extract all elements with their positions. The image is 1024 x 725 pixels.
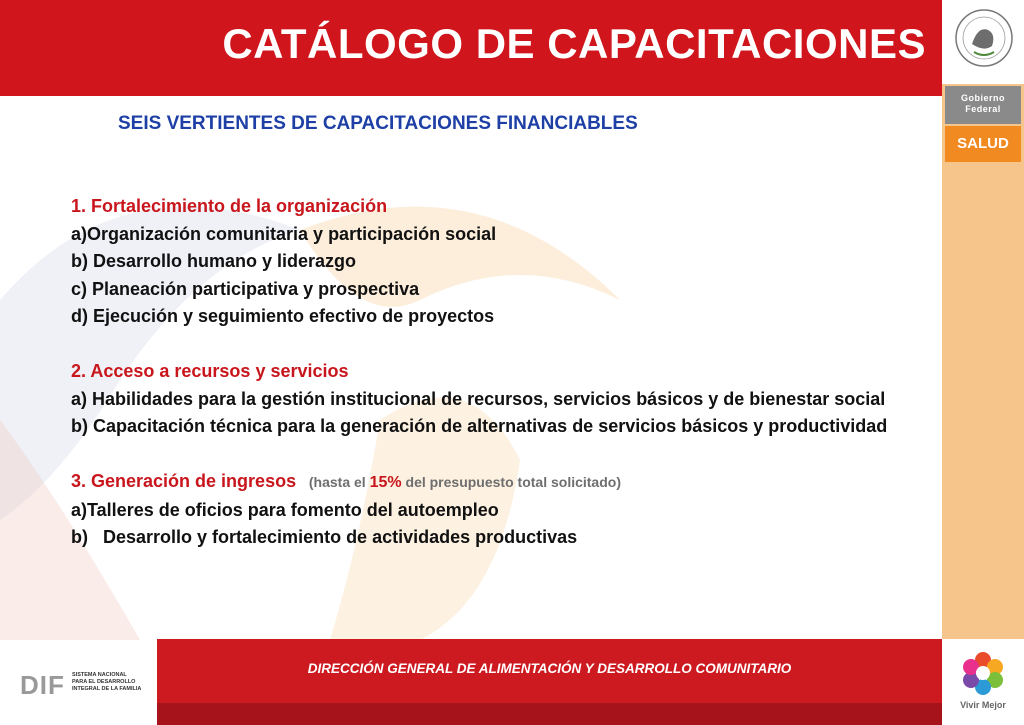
dif-logo-letters: DIF	[20, 670, 65, 700]
dif-logo-text	[72, 672, 141, 693]
gobierno-line-2: Federal	[965, 104, 1001, 114]
gobierno-line-1: Gobierno	[961, 93, 1005, 103]
footer-strip	[157, 703, 942, 725]
vivir-mejor-text: Vivir Mejor	[960, 700, 1006, 710]
section-1-item: b) Desarrollo humano y liderazgo	[71, 251, 357, 271]
budget-note	[301, 474, 621, 490]
section-1-item: c) Planeación participativa y prospectiva	[71, 278, 420, 299]
section-3-item: b) Desarrollo y fortalecimiento de actividades productivas	[71, 527, 578, 547]
mexico-seal-icon	[952, 4, 1016, 76]
vivir-mejor-logo-icon	[960, 650, 1006, 696]
dif-line-1: SISTEMA NACIONAL	[72, 672, 127, 678]
footer-text: DIRECCIÓN GENERAL DE ALIMENTACIÓN Y DESARROLLO COMUNITARIO	[307, 661, 792, 676]
section-3-heading-line	[71, 468, 911, 497]
spacer	[71, 441, 911, 469]
section-2-item: b) Capacitación técnica para la generación de alternativas de servicios básicos y productividad	[71, 416, 888, 436]
dif-line-2: PARA EL DESARROLLO	[72, 679, 136, 685]
header-bar	[0, 0, 942, 96]
spacer	[71, 331, 911, 359]
section-2-item: a) Habilidades para la gestión institucional de recursos, servicios básicos y de bienestar social	[71, 388, 886, 409]
footer-bar	[157, 639, 942, 703]
content-body	[71, 193, 911, 552]
budget-note-percent: 15%	[369, 474, 402, 491]
dif-logo	[20, 668, 150, 704]
section-3-heading: 3. Generación de ingresos	[71, 471, 297, 491]
salud-badge: SALUD	[945, 126, 1021, 162]
dif-line-3: INTEGRAL DE LA FAMILIA	[72, 686, 142, 692]
section-1-item: a)Organización comunitaria y participación social	[71, 223, 497, 244]
section-2-heading: 2. Acceso a recursos y servicios	[71, 361, 349, 381]
section-1-heading: 1. Fortalecimiento de la organización	[71, 196, 388, 216]
section-3-item: a)Talleres de oficios para fomento del autoempleo	[71, 499, 499, 520]
subtitle: SEIS VERTIENTES DE CAPACITACIONES FINANCIABLES	[118, 113, 638, 134]
budget-note-suffix: del presupuesto total solicitado)	[405, 474, 621, 490]
budget-note-prefix: (hasta el	[308, 474, 366, 490]
section-1-item: d) Ejecución y seguimiento efectivo de proyectos	[71, 306, 495, 326]
page-title: CATÁLOGO DE CAPACITACIONES	[222, 20, 926, 67]
gobierno-federal-badge	[945, 86, 1021, 124]
